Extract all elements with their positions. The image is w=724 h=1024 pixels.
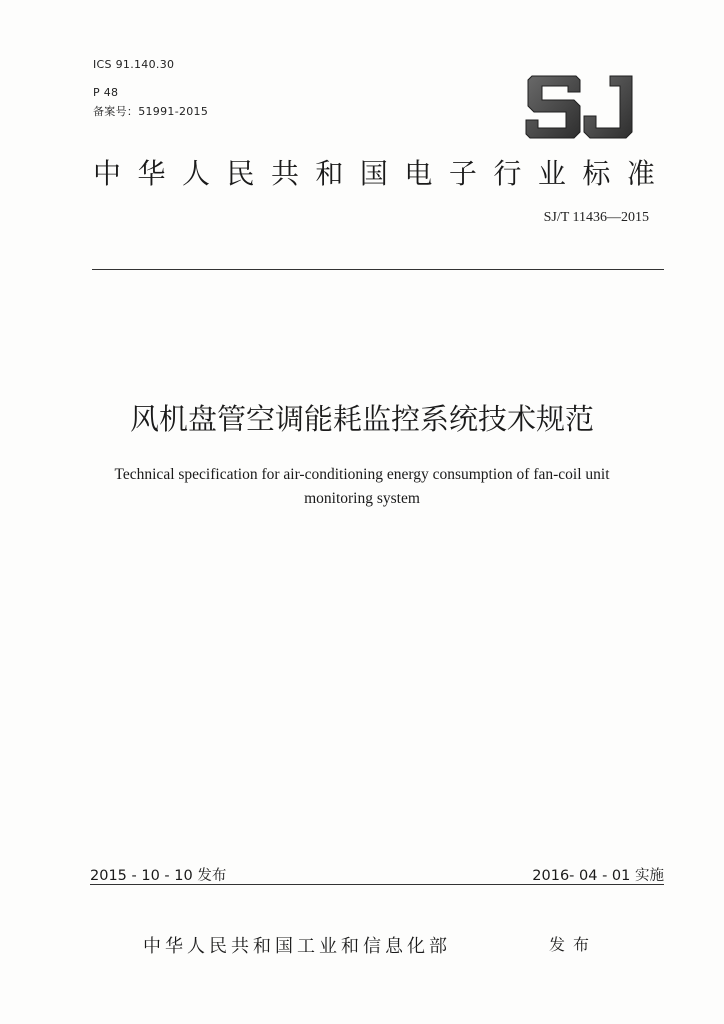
org-title-char: 准 xyxy=(626,157,655,190)
footer-divider xyxy=(90,884,664,885)
org-title-char: 人 xyxy=(181,157,210,190)
org-title-char: 国 xyxy=(359,157,388,190)
org-title-char: 标 xyxy=(582,157,611,190)
logo-letter-s xyxy=(526,76,580,138)
header-divider xyxy=(92,269,664,270)
title-en-line-1: Technical specification for air-conditioning energy consumption of fan-coil unit xyxy=(114,466,610,483)
ics-code: ICS 91.140.30 xyxy=(93,58,175,71)
date-row xyxy=(90,864,664,884)
publisher-name: 中华人民共和国工业和信息化部 xyxy=(143,936,451,957)
standard-title-chinese: 风机盘管空调能耗监控系统技术规范 xyxy=(129,402,594,436)
ccs-code: P 48 xyxy=(93,86,119,99)
implementation-date: 2016- 04 - 01 实施 xyxy=(532,868,664,884)
logo-letter-j xyxy=(584,76,632,138)
sj-logo xyxy=(524,72,636,140)
title-en-line-2: monitoring system xyxy=(304,490,420,507)
org-title-char: 和 xyxy=(315,157,344,190)
publish-label: 发布 xyxy=(549,935,598,954)
org-title-char: 中 xyxy=(93,157,122,190)
org-title-char: 业 xyxy=(537,157,566,190)
org-title-char: 电 xyxy=(404,157,433,190)
org-title-char: 子 xyxy=(448,157,477,190)
record-number: 备案号：51991-2015 xyxy=(93,105,209,118)
standard-title-english xyxy=(60,463,664,511)
org-title-char: 行 xyxy=(493,157,522,190)
org-title-char: 民 xyxy=(226,157,255,190)
org-title-char: 共 xyxy=(270,157,299,190)
standard-category-title xyxy=(93,152,655,192)
issue-date: 2015 - 10 - 10 发布 xyxy=(90,868,227,884)
standard-number: SJ/T 11436—2015 xyxy=(543,210,649,225)
org-title-char: 华 xyxy=(137,157,166,190)
